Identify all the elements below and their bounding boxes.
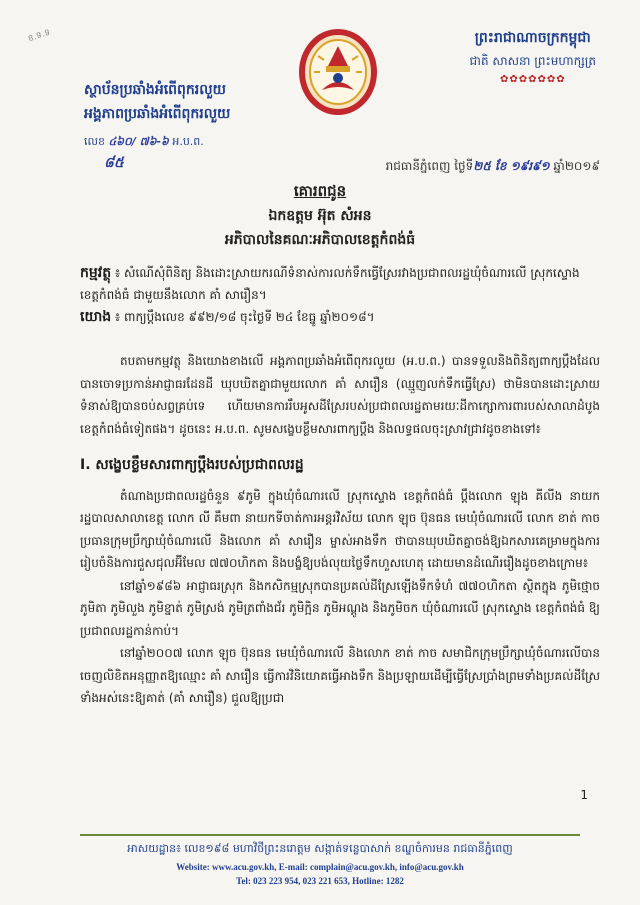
reference-number bbox=[84, 135, 230, 151]
reference-label: យោង bbox=[80, 309, 112, 325]
reference-line bbox=[80, 306, 600, 328]
paragraph-1: តំណាងប្រជាពលរដ្ឋចំនួន ៩ភូមិ ក្នុងឃុំចំណារលើ ស្រុកស្ទោង ខេត្តកំពង់ធំ ប្តឹងលោក ឡុង គីលីង នាយករដ្ឋបាលសាលាខេត្ត លោក លី គឹមពា នាយកទីចាត់ការអន្តរវិស័យ លោក ឡុច ប៊ុនធន មេឃុំចំណារលើ លោក ខាត់ កាច ប្រធានក្រុមប្រឹក្សាឃុំចំណារលើ និងលោក គាំ សារឿន ម្ចាស់អាងទឹក ថាបានឃុបឃិតគ្នាចង់ឱ្យឯកសារគេម្រាមក្នុងការរៀបចំនិងការជួសជុលអ៊ីមែល ៧៧០ហិកតា និងបង្ខំឱ្យបង់លុយថ្លៃទឹកហួសហេតុ ដោយមានដំណើររឿងដូចខាងក្រោម៖ bbox=[80, 488, 600, 570]
footer-contact: Website: www.acu.gov.kh, E-mail: complain@acu.gov.kh, info@acu.gov.kh bbox=[176, 862, 464, 872]
date-handwritten: ២៥ ខែ ១៩រ៩១ bbox=[473, 159, 550, 173]
intro-paragraph: តបតាមកម្មវត្ថុ និងយោងខាងលើ អង្គភាពប្រឆាំងអំពើពុករលួយ (អ.ប.ព.) បានទទួលនិងពិនិត្យពាក្យប្តឹងដែលបានចោទប្រកាន់អាជ្ញាធរដែនដី ឃុបឃិតគ្នាជាមួយលោក គាំ សារឿន (ឈ្មួញលក់ទឹកធ្វើស្រែ) ថាមិនបានដោះស្រាយទំនាស់ឱ្យបានចប់សព្វគ្រប់ទេ ហើយមានការរឹបអូសដីស្រែរបស់ប្រជាពលរដ្ឋតាមរយៈដីកាក្សោការពារបស់សាលាដំបូងខេត្តកំពង់ធំទៀតផង។ ដូចនេះ អ.ប.ព. សូមសង្ខេបខ្លឹមសារពាក្យប្តឹង និងលទ្ធផលចុះស្រាវជ្រាវដូចខាងទៅ៖ bbox=[80, 354, 600, 436]
subject-text: ៖ សំណើសុំពិនិត្យ និងដោះស្រាយករណីទំនាស់ការលក់ទឹកធ្វើស្រែរវាងប្រជាពលរដ្ឋឃុំចំណារលើ ស្រុកស្ទោង ខេត្តកំពង់ធំ ជាមួយនឹងលោក គាំ សារឿន។ bbox=[80, 266, 580, 302]
agency-name-1: ស្ថាប័នប្រឆាំងអំពើពុករលួយ bbox=[84, 82, 226, 98]
addressee-salutation: គោរពជូន bbox=[293, 182, 347, 200]
paragraph-3: នៅឆ្នាំ២០០៧ លោក ឡុច ប៊ុនធន មេឃុំចំណារលើ និងលោក ខាត់ កាច សមាជិកក្រុមប្រឹក្សាឃុំចំណារលើបានចេញលិខិតអនុញ្ញាតឱ្យឈ្មោះ គាំ សារឿន ធ្វើការវិនិយោគធ្វើអាងទឹក និងប្រឡាយដើម្បីធ្វើស្រែប្រាំងព្រមទាំងប្រគល់ដីស្រែទាំងអស់នេះឱ្យគាត់ (គាំ សារឿន) ជួលឱ្យប្រជា bbox=[80, 646, 600, 705]
subject-block bbox=[80, 262, 600, 328]
acu-emblem-icon bbox=[296, 26, 380, 118]
kingdom-header bbox=[470, 28, 596, 85]
footer-address: អាសយដ្ឋាន៖ លេខ១៩៨ មហាវិថីព្រះនរោត្តម សង្កាត់ទន្លេបាសាក់ ខណ្ឌចំការមន រាជធានីភ្នំពេញ bbox=[127, 842, 513, 855]
agency-block bbox=[84, 80, 230, 174]
subject-label: កម្មវត្ថុ bbox=[80, 265, 112, 281]
date-prefix: រាជធានីភ្នំពេញ ថ្ងៃទី bbox=[385, 159, 474, 173]
footer-divider bbox=[80, 834, 580, 836]
kingdom-title: ព្រះរាជាណាចក្រកម្ពុជា bbox=[474, 30, 591, 46]
agency-name-2: អង្គភាពប្រឆាំងអំពើពុករលួយ bbox=[84, 106, 231, 122]
ref-handwritten: ៤៦០/ ៧៦-៦ bbox=[108, 135, 169, 148]
subject-line bbox=[80, 262, 600, 306]
page-number: 1 bbox=[580, 788, 588, 802]
ref-prefix: លេខ bbox=[84, 135, 105, 148]
addressee-name: ឯកឧត្តម អ៊ុត សំអន bbox=[268, 208, 372, 224]
reference-text: ៖ ពាក្យប្តឹងលេខ ៩៩២/១៨ ចុះថ្ងៃទី ២៤ ខែធ្នូ ឆ្នាំ២០១៨។ bbox=[111, 310, 375, 324]
letter-body bbox=[80, 350, 600, 710]
paragraph-2: នៅឆ្នាំ១៩៨៦ អាជ្ញាធរស្រុក និងកសិកម្មស្រុកបានប្រគល់ដីស្រែឡើងទឹកទំហំ ៧៧០ហិកតា ស្ថិតក្នុង ភូមិថ្មោច ភូមិតា ភូមិលួង ភូមិខ្នាត់ ភូមិស្រង់ ភូមិត្រពាំងជ័រ ភូមិក្អិន ភូមិអណ្តូង និងភូមិចក ឃុំចំណារលើ ស្រុកស្ទោង ខេត្តកំពង់ធំ ឱ្យប្រជាពលរដ្ឋកាន់កាប់។ bbox=[80, 578, 600, 638]
margin-scribble: ខ.ទ.ទ bbox=[26, 27, 52, 45]
reference-number-2: ៨៥ bbox=[104, 155, 124, 171]
footer-phone: Tel: 023 223 954, 023 221 653, Hotline: 1282 bbox=[236, 876, 404, 886]
section-title: I. សង្ខេបខ្លឹមសារពាក្យប្តឹងរបស់ប្រជាពលរដ្ឋ bbox=[80, 457, 304, 473]
kingdom-motto: ជាតិ សាសនា ព្រះមហាក្សត្រ bbox=[469, 54, 596, 68]
date-suffix: ឆ្នាំ២០១៩ bbox=[549, 159, 600, 173]
ref-suffix: អ.ប.ព. bbox=[172, 135, 204, 148]
date-line bbox=[386, 158, 600, 176]
addressee-position: អភិបាលនៃគណៈអភិបាលខេត្តកំពង់ធំ bbox=[224, 232, 416, 248]
ornament-divider: ✿✿✿✿✿✿✿ bbox=[499, 74, 566, 85]
